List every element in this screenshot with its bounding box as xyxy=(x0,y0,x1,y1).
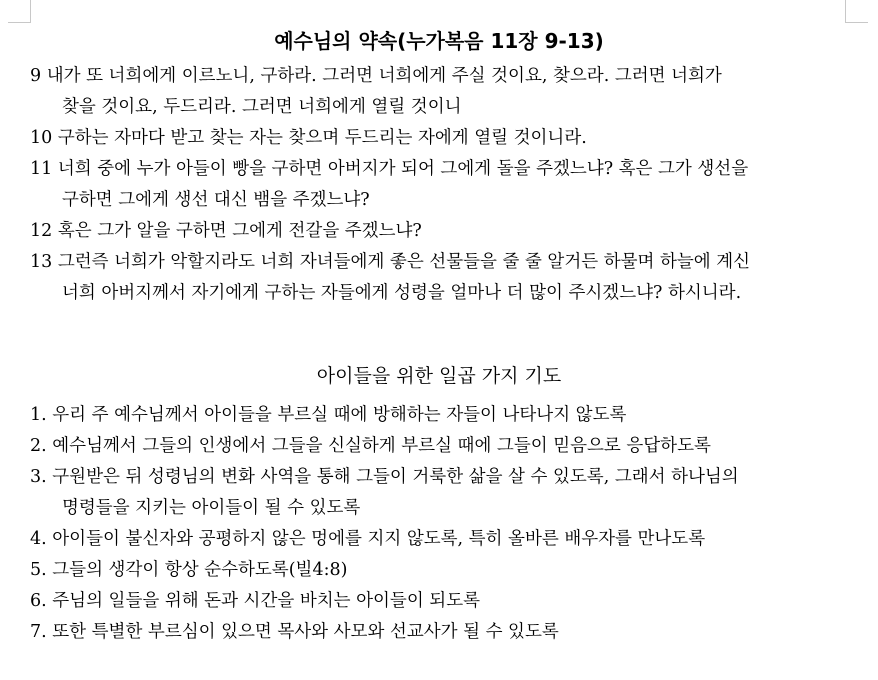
verse-list xyxy=(30,61,860,309)
verse-line: 찾을 것이요, 두드리라. 그러면 너희에게 열릴 것이니 xyxy=(62,97,462,117)
verse-line: 12 혹은 그가 알을 구하면 그에게 전갈을 주겠느냐? xyxy=(30,221,422,241)
verse-line: 구하면 그에게 생선 대신 뱀을 주겠느냐? xyxy=(62,190,370,210)
prayer-item-1 xyxy=(30,400,860,431)
prayer-line: 명령들을 지키는 아이들이 될 수 있도록 xyxy=(62,498,361,518)
prayer-item-6 xyxy=(30,586,860,617)
page-corner-mark-right xyxy=(845,0,868,23)
prayer-item-7 xyxy=(30,617,860,648)
prayer-list xyxy=(30,400,860,648)
prayer-line: 7. 또한 특별한 부르심이 있으면 목사와 사모와 선교사가 될 수 있도록 xyxy=(30,622,559,642)
prayers-title: 아이들을 위한 일곱 가지 기도 xyxy=(316,365,562,387)
prayer-line: 5. 그들의 생각이 항상 순수하도록(빌4:8) xyxy=(30,560,348,580)
prayer-line: 3. 구원받은 뒤 성령님의 변화 사역을 통해 그들이 거룩한 삶을 살 수 있도록, 그래서 하나님의 xyxy=(30,467,739,487)
prayer-line: 4. 아이들이 불신자와 공평하지 않은 멍에를 지지 않도록, 특히 올바른 배우자를 만나도록 xyxy=(30,529,706,549)
verse-13 xyxy=(30,247,860,309)
verse-line: 너희 아버지께서 자기에게 구하는 자들에게 성령을 얼마나 더 많이 주시겠느냐? 하시니라. xyxy=(62,283,742,303)
page-corner-mark-left xyxy=(8,0,31,23)
verse-line: 11 너희 중에 누가 아들이 빵을 구하면 아버지가 되어 그에게 돌을 주겠느냐? 혹은 그가 생선을 xyxy=(30,159,749,179)
prayer-line: 2. 예수님께서 그들의 인생에서 그들을 신실하게 부르실 때에 그들이 믿음으로 응답하도록 xyxy=(30,436,711,456)
verse-10 xyxy=(30,123,860,154)
verse-12 xyxy=(30,216,860,247)
verse-line: 9 내가 또 너희에게 이르노니, 구하라. 그러면 너희에게 주실 것이요, 찾으라. 그러면 너희가 xyxy=(30,66,722,86)
prayer-line: 1. 우리 주 예수님께서 아이들을 부르실 때에 방해하는 자들이 나타나지 않도록 xyxy=(30,405,627,425)
prayer-item-3 xyxy=(30,462,860,524)
prayer-item-4 xyxy=(30,524,860,555)
prayer-item-5 xyxy=(30,555,860,586)
passage-title: 예수님의 약속(누가복음 11장 9-13) xyxy=(274,29,604,53)
prayer-line: 6. 주님의 일들을 위해 돈과 시간을 바치는 아이들이 되도록 xyxy=(30,591,481,611)
verse-line: 13 그런즉 너희가 악할지라도 너희 자녀들에게 좋은 선물들을 줄 줄 알거든 하물며 하늘에 계신 xyxy=(30,252,751,272)
verse-9 xyxy=(30,61,860,123)
prayer-item-2 xyxy=(30,431,860,462)
verse-11 xyxy=(30,154,860,216)
verse-line: 10 구하는 자마다 받고 찾는 자는 찾으며 두드리는 자에게 열릴 것이니라. xyxy=(30,128,587,148)
